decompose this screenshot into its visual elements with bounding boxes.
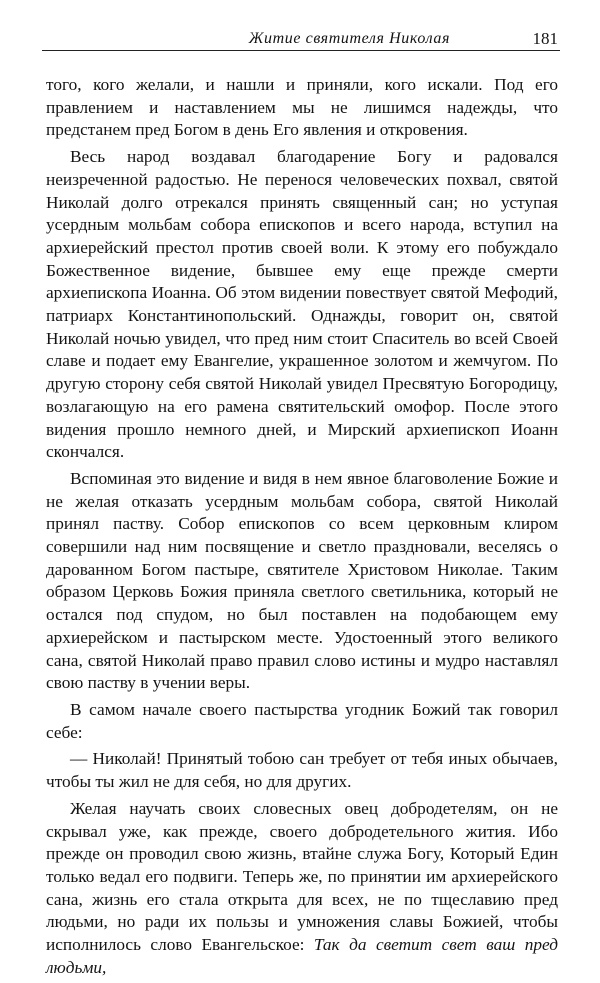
running-title: Житие святителя Николая — [248, 30, 450, 47]
page-number: 181 — [532, 29, 558, 48]
running-header — [42, 28, 560, 51]
gospel-quote: Так да светит свет ваш пред людьми, — [46, 935, 558, 977]
paragraph-3: Вспоминая это видение и видя в нем явное благоволение Божие и не желая отказать усердным мольбам собора, святой Николай принял паству. Собор епископов со всем церковным клиром совершили над ним посвящение и светло праздновали, веселясь о дарованном Богом пастыре, святителе Христовом Николае. Таким образом Церковь Божия приняла светлого светильника, который не остался под спудом, но был поставлен на подобающем ему архиерейском и пастырском месте. Удостоенный этого великого сана, святой Николай право правил слово истины и мудро наставлял свою паству в учении веры. — [46, 468, 558, 693]
paragraph-4: В самом начале своего пастырства угодник Божий так говорил себе: — [46, 699, 558, 742]
paragraph-5-direct-speech: — Николай! Принятый тобою сан требует от тебя иных обычаев, чтобы ты жил не для себя, но для других. — [46, 749, 558, 792]
paragraph-2: Весь народ воздавал благодарение Богу и радовался неизреченной радостью. Не перенося человеческих похвал, святой Николай долго отрекался принять священный сан; но уступая усердным мольбам собора епископов и всего народа, вступил на архиерейский престол против своей воли. К этому его побуждало Божественное видение, бывшее ему еще прежде смерти архиепископа Иоанна. Об этом видении повествует святой Мефодий, патриарх Константинопольский. Однажды, говорит он, святой Николай ночью увидел, что пред ним стоит Спаситель во всей Своей славе и подает ему Евангелие, украшенное золотом и жемчугом. По другую сторону себя святой Николай увидел Пресвятую Богородицу, возлагающую на его рамена святительский омофор. После этого видения прошло немного дней, и Мирский архиепископ Иоанн скончался. — [46, 147, 558, 462]
paragraph-1: того, кого желали, и нашли и приняли, кого искали. Под его правлением и наставлением мы не лишимся надежды, что предстанем пред Богом в день Его явления и откровения. — [46, 75, 558, 140]
paragraph-6 — [46, 798, 558, 980]
paragraph-6-text: Желая научать своих словесных овец добродетелям, он не скрывал уже, как прежде, своего добродетельного жития. Ибо прежде он проводил свою жизнь, втайне служа Богу, Который Един только ведал его подвиги. Теперь же, по принятии им архиерейского сана, жизнь его стала открыта для всех, не по тщеславию пред людьми, но ради их пользы и умножения славы Божией, чтобы исполнилось слово Евангельское: — [46, 798, 558, 955]
body-text — [46, 74, 558, 983]
